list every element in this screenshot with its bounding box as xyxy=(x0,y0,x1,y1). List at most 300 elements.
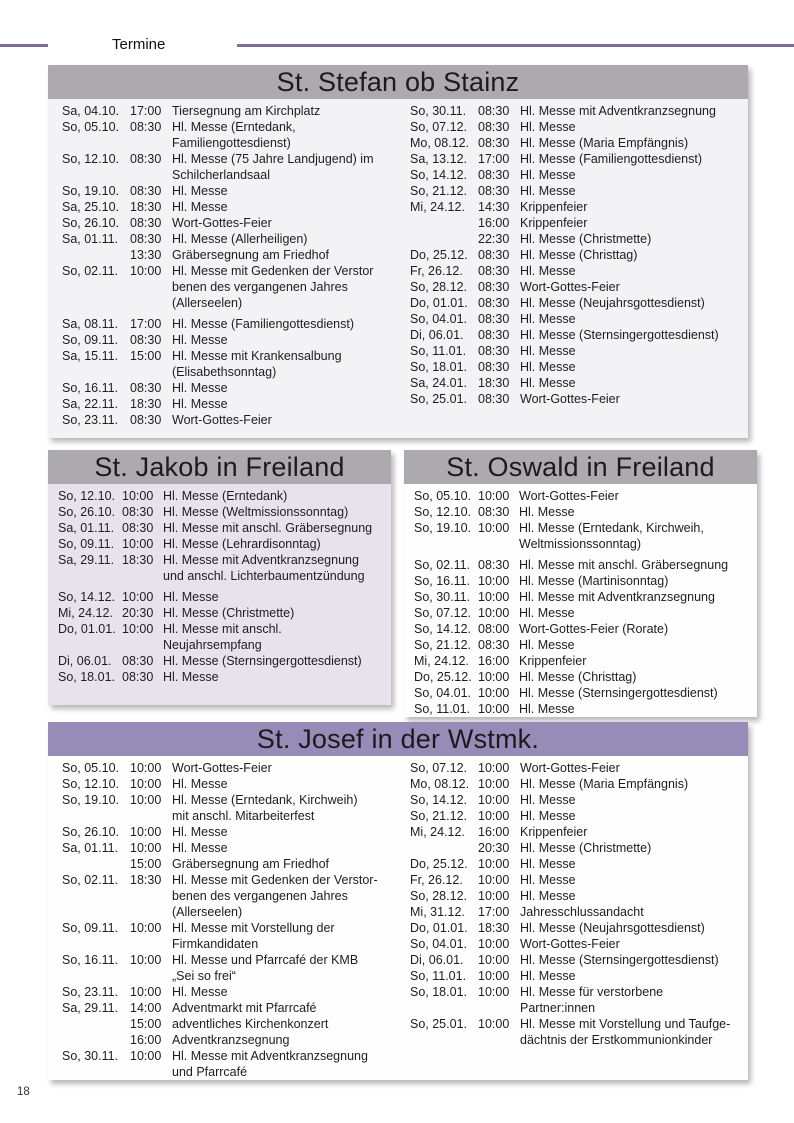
time-cell: 10:00 xyxy=(478,985,510,999)
event-cell xyxy=(172,1048,410,1080)
date-cell: So, 21.12. xyxy=(410,809,467,823)
event-line: Hl. Messe (Christmette) xyxy=(520,232,652,246)
event-line: adventliches Kirchenkonzert xyxy=(172,1017,329,1031)
time-cell: 08:30 xyxy=(130,152,162,166)
schedule-row xyxy=(410,119,742,135)
time-cell: 08:30 xyxy=(478,392,510,406)
date-cell: So, 02.11. xyxy=(62,873,119,887)
event-cell xyxy=(520,119,742,135)
event-line: Hl. Messe xyxy=(520,857,576,871)
event-line: Hl. Messe xyxy=(520,809,576,823)
event-line: Hl. Messe xyxy=(520,969,576,983)
event-line: Tiersegnung am Kirchplatz xyxy=(172,104,321,118)
time-cell: 08:30 xyxy=(130,216,162,230)
schedule-row xyxy=(58,504,385,520)
time-cell: 10:00 xyxy=(130,985,162,999)
time-cell: 10:00 xyxy=(130,761,162,775)
date-cell: Mi, 24.12. xyxy=(58,606,113,620)
date-cell: Di, 06.01. xyxy=(410,953,464,967)
date-cell: Sa, 22.11. xyxy=(62,397,119,411)
time-cell: 08:30 xyxy=(478,312,510,326)
schedule-row xyxy=(414,520,751,552)
event-line: dächtnis der Erstkommunionkinder xyxy=(520,1033,713,1047)
event-cell xyxy=(172,231,410,247)
event-line: Hl. Messe mit Adventkranzsegnung xyxy=(163,553,359,567)
event-line: Hl. Messe xyxy=(163,590,219,604)
event-cell xyxy=(520,808,742,824)
time-cell: 10:00 xyxy=(478,953,510,967)
time-cell: 08:30 xyxy=(478,264,510,278)
schedule-column xyxy=(410,760,742,1080)
event-line: Hl. Messe (Sternsingergottesdienst) xyxy=(163,654,362,668)
date-cell: So, 11.01. xyxy=(410,969,467,983)
event-line: Hl. Messe mit Krankensalbung xyxy=(172,349,342,363)
time-cell: 08:30 xyxy=(130,381,162,395)
schedule-row xyxy=(58,520,385,536)
time-cell: 10:00 xyxy=(478,777,510,791)
event-line: Hl. Messe (Christmette) xyxy=(163,606,295,620)
schedule-row xyxy=(410,343,742,359)
event-line: Partner:innen xyxy=(520,1001,596,1015)
event-cell xyxy=(172,840,410,856)
event-cell xyxy=(172,792,410,824)
time-cell: 10:00 xyxy=(478,590,510,604)
event-line: Hl. Messe xyxy=(172,184,228,198)
schedule-row xyxy=(410,279,742,295)
schedule-row xyxy=(62,396,410,412)
schedule-row xyxy=(62,952,410,984)
event-cell xyxy=(520,343,742,359)
date-cell: So, 30.11. xyxy=(414,590,471,604)
event-cell xyxy=(519,573,751,589)
schedule-row xyxy=(62,1048,410,1080)
schedule-row xyxy=(410,167,742,183)
time-cell: 20:30 xyxy=(122,606,154,620)
schedule-row xyxy=(410,375,742,391)
event-line: Gräbersegnung am Friedhof xyxy=(172,248,330,262)
date-cell: So, 16.11. xyxy=(62,953,119,967)
section-title: St. Jakob in Freiland xyxy=(94,451,345,482)
schedule-row xyxy=(62,332,410,348)
date-cell: So, 04.01. xyxy=(410,312,467,326)
section-title: St. Stefan ob Stainz xyxy=(276,66,520,97)
event-line: Hl. Messe (Familiengottesdienst) xyxy=(172,317,355,331)
event-line: Hl. Messe (Erntedank) xyxy=(163,489,288,503)
event-line: Wort-Gottes-Feier (Rorate) xyxy=(519,622,669,636)
event-line: Hl. Messe und Pfarrcafé der KMB xyxy=(172,953,359,967)
date-cell: So, 14.12. xyxy=(414,622,471,636)
time-cell: 16:00 xyxy=(478,825,510,839)
time-cell: 08:30 xyxy=(478,638,510,652)
event-cell xyxy=(163,552,385,584)
event-line: Hl. Messe (Maria Empfängnis) xyxy=(520,777,689,791)
event-cell xyxy=(520,1016,742,1048)
schedule-row xyxy=(410,856,742,872)
schedule-row xyxy=(62,824,410,840)
date-cell: So, 21.12. xyxy=(410,184,467,198)
date-cell: So, 28.12. xyxy=(410,280,467,294)
date-cell: So, 23.11. xyxy=(62,413,119,427)
schedule-row xyxy=(62,348,410,380)
schedule-row xyxy=(410,984,742,1016)
schedule-row xyxy=(410,952,742,968)
date-cell: Sa, 01.11. xyxy=(58,521,115,535)
time-cell: 10:00 xyxy=(478,686,510,700)
schedule-column xyxy=(62,103,410,438)
time-cell: 20:30 xyxy=(478,841,510,855)
date-cell: So, 26.10. xyxy=(62,825,119,839)
event-line: Wort-Gottes-Feier xyxy=(520,937,620,951)
time-cell: 10:00 xyxy=(478,1017,510,1031)
event-line: Hl. Messe xyxy=(519,505,575,519)
date-cell: So, 19.10. xyxy=(62,793,119,807)
time-cell: 10:00 xyxy=(478,809,510,823)
date-cell: Do, 01.01. xyxy=(58,622,116,636)
date-cell: So, 19.10. xyxy=(414,521,471,535)
event-line: Hl. Messe (Neujahrsgottesdienst) xyxy=(520,296,705,310)
date-cell: Mo, 08.12. xyxy=(410,777,470,791)
schedule-row xyxy=(410,327,742,343)
event-line: Adventmarkt mit Pfarrcafé xyxy=(172,1001,317,1015)
event-cell xyxy=(520,231,742,247)
time-cell: 08:30 xyxy=(478,505,510,519)
time-cell: 08:30 xyxy=(130,333,162,347)
schedule-row xyxy=(410,183,742,199)
event-line: Hl. Messe (Martinisonntag) xyxy=(519,574,669,588)
schedule-column xyxy=(410,103,742,438)
event-line: (Elisabethsonntag) xyxy=(172,365,277,379)
time-cell: 18:30 xyxy=(130,200,162,214)
schedule-row xyxy=(62,856,410,872)
section-josef xyxy=(48,722,748,1080)
event-cell xyxy=(172,215,410,231)
schedule-row xyxy=(410,792,742,808)
date-cell: Fr, 26.12. xyxy=(410,873,463,887)
time-cell: 08:30 xyxy=(122,670,154,684)
event-line: Adventkranzsegnung xyxy=(172,1033,290,1047)
event-line: (Allerseelen) xyxy=(172,905,243,919)
schedule-row xyxy=(414,685,751,701)
schedule-row xyxy=(62,792,410,824)
time-cell: 17:00 xyxy=(478,905,510,919)
time-cell: 08:30 xyxy=(478,280,510,294)
date-cell: Do, 25.12. xyxy=(414,670,472,684)
event-cell xyxy=(172,332,410,348)
date-cell: So, 02.11. xyxy=(62,264,119,278)
event-cell xyxy=(172,151,410,183)
time-cell: 08:00 xyxy=(478,622,510,636)
date-cell: So, 09.11. xyxy=(62,921,119,935)
time-cell: 08:30 xyxy=(478,120,510,134)
schedule-row xyxy=(58,621,385,653)
event-line: Schilcherlandsaal xyxy=(172,168,270,182)
schedule-row xyxy=(414,653,751,669)
time-cell: 08:30 xyxy=(478,184,510,198)
date-cell: So, 05.10. xyxy=(62,761,119,775)
schedule-row xyxy=(410,776,742,792)
event-line: Hl. Messe mit Vorstellung der xyxy=(172,921,335,935)
time-cell: 08:30 xyxy=(478,296,510,310)
event-cell xyxy=(172,263,410,311)
event-line: Hl. Messe (Maria Empfängnis) xyxy=(520,136,689,150)
event-cell xyxy=(163,504,385,520)
event-line: Weltmissionssonntag) xyxy=(519,537,642,551)
schedule-row xyxy=(414,557,751,573)
date-cell: So, 23.11. xyxy=(62,985,119,999)
time-cell: 18:30 xyxy=(478,921,510,935)
event-line: Hl. Messe xyxy=(520,793,576,807)
date-cell: Do, 25.12. xyxy=(410,857,468,871)
section-body xyxy=(48,756,748,1080)
event-line: (Allerseelen) xyxy=(172,296,243,310)
time-cell: 10:00 xyxy=(478,521,510,535)
event-line: benen des vergangenen Jahres xyxy=(172,889,348,903)
schedule-row xyxy=(62,760,410,776)
event-line: Hl. Messe xyxy=(172,777,228,791)
event-cell xyxy=(519,557,751,573)
event-cell xyxy=(163,669,385,685)
date-cell: Sa, 13.12. xyxy=(410,152,467,166)
event-line: Wort-Gottes-Feier xyxy=(172,761,272,775)
time-cell: 10:00 xyxy=(130,777,162,791)
section-body xyxy=(48,99,748,438)
event-line: Hl. Messe (Christtag) xyxy=(520,248,638,262)
time-cell: 10:00 xyxy=(130,793,162,807)
schedule-row xyxy=(410,199,742,215)
time-cell: 08:30 xyxy=(122,654,154,668)
event-cell xyxy=(519,637,751,653)
event-line: Hl. Messe für verstorbene xyxy=(520,985,664,999)
date-cell: Do, 25.12. xyxy=(410,248,468,262)
event-cell xyxy=(172,316,410,332)
schedule-row xyxy=(410,215,742,231)
date-cell: So, 04.01. xyxy=(410,937,467,951)
event-cell xyxy=(520,263,742,279)
time-cell: 10:00 xyxy=(478,857,510,871)
event-cell xyxy=(172,1000,410,1016)
event-cell xyxy=(520,199,742,215)
schedule-row xyxy=(62,412,410,428)
schedule-row xyxy=(414,605,751,621)
date-cell: So, 16.11. xyxy=(62,381,119,395)
event-cell xyxy=(520,167,742,183)
date-cell: So, 11.01. xyxy=(410,344,467,358)
time-cell: 08:30 xyxy=(130,184,162,198)
event-cell xyxy=(520,760,742,776)
event-line: Krippenfeier xyxy=(520,200,588,214)
event-cell xyxy=(519,605,751,621)
event-cell xyxy=(520,391,742,407)
event-line: Hl. Messe xyxy=(172,841,228,855)
event-line: Hl. Messe mit Gedenken der Verstor- xyxy=(172,873,378,887)
schedule-row xyxy=(58,552,385,584)
event-cell xyxy=(520,215,742,231)
time-cell: 10:00 xyxy=(478,969,510,983)
date-cell: So, 02.11. xyxy=(414,558,471,572)
time-cell: 08:30 xyxy=(478,328,510,342)
schedule-row xyxy=(410,151,742,167)
schedule-row xyxy=(410,247,742,263)
event-line: Hl. Messe (Sternsingergottesdienst) xyxy=(520,328,719,342)
date-cell: So, 18.01. xyxy=(58,670,115,684)
time-cell: 10:00 xyxy=(130,841,162,855)
date-cell: So, 09.11. xyxy=(62,333,119,347)
event-cell xyxy=(172,247,410,263)
schedule-column xyxy=(58,488,385,685)
event-line: Hl. Messe (Weltmissionssonntag) xyxy=(163,505,349,519)
event-cell xyxy=(520,888,742,904)
event-line: Hl. Messe mit Adventkranzsegnung xyxy=(520,104,716,118)
date-cell: Fr, 26.12. xyxy=(410,264,463,278)
event-line: Hl. Messe xyxy=(520,120,576,134)
event-cell xyxy=(520,359,742,375)
event-line: Jahresschlussandacht xyxy=(520,905,644,919)
event-cell xyxy=(520,327,742,343)
event-line: Hl. Messe xyxy=(172,381,228,395)
event-line: Hl. Messe xyxy=(520,264,576,278)
time-cell: 08:30 xyxy=(122,521,154,535)
schedule-row xyxy=(62,1000,410,1016)
date-cell: So, 14.12. xyxy=(410,793,467,807)
event-cell xyxy=(520,776,742,792)
schedule-column xyxy=(62,760,410,1080)
section-header xyxy=(48,65,748,99)
event-line: Hl. Messe (Neujahrsgottesdienst) xyxy=(520,921,705,935)
schedule-row xyxy=(414,573,751,589)
section-header xyxy=(48,450,391,484)
event-cell xyxy=(172,396,410,412)
schedule-row xyxy=(410,920,742,936)
date-cell: So, 07.12. xyxy=(414,606,471,620)
event-line: Hl. Messe xyxy=(520,184,576,198)
schedule-row xyxy=(62,231,410,247)
time-cell: 10:00 xyxy=(478,761,510,775)
event-line: Hl. Messe (75 Jahre Landjugend) im xyxy=(172,152,374,166)
event-cell xyxy=(520,295,742,311)
date-cell: So, 05.10. xyxy=(62,120,119,134)
event-line: Krippenfeier xyxy=(520,216,588,230)
schedule-row xyxy=(62,151,410,183)
header-rule-left-icon xyxy=(0,44,48,47)
section-body xyxy=(404,484,757,717)
event-line: Hl. Messe xyxy=(172,200,228,214)
section-jakob xyxy=(48,450,391,705)
time-cell: 10:00 xyxy=(478,793,510,807)
event-line: Wort-Gottes-Feier xyxy=(519,489,619,503)
page-header-label: Termine xyxy=(112,36,166,53)
schedule-row xyxy=(62,263,410,311)
event-line: und Pfarrcafé xyxy=(172,1065,248,1079)
schedule-row xyxy=(62,380,410,396)
page-number: 18 xyxy=(17,1086,30,1098)
event-line: Hl. Messe xyxy=(520,168,576,182)
event-line: Hl. Messe xyxy=(519,606,575,620)
date-cell: Sa, 29.11. xyxy=(62,1001,119,1015)
section-header xyxy=(48,722,748,756)
event-line: Hl. Messe (Erntedank, xyxy=(172,120,296,134)
date-cell: So, 14.12. xyxy=(410,168,467,182)
time-cell: 08:30 xyxy=(130,413,162,427)
schedule-row xyxy=(410,391,742,407)
header-rule-right-icon xyxy=(237,44,794,47)
event-line: Hl. Messe xyxy=(520,873,576,887)
date-cell: So, 25.01. xyxy=(410,1017,467,1031)
time-cell: 14:30 xyxy=(478,200,510,214)
date-cell: So, 12.10. xyxy=(414,505,471,519)
time-cell: 10:00 xyxy=(130,1049,162,1063)
event-line: Hl. Messe xyxy=(172,985,228,999)
event-line: Hl. Messe mit Adventkranzsegnung xyxy=(172,1049,368,1063)
date-cell: So, 18.01. xyxy=(410,985,467,999)
time-cell: 10:00 xyxy=(122,489,154,503)
schedule-row xyxy=(410,1016,742,1048)
event-line: „Sei so frei“ xyxy=(172,969,236,983)
schedule-row xyxy=(414,621,751,637)
date-cell: Sa, 01.11. xyxy=(62,232,119,246)
time-cell: 16:00 xyxy=(478,654,510,668)
event-cell xyxy=(520,936,742,952)
schedule-row xyxy=(410,840,742,856)
schedule-row xyxy=(410,135,742,151)
event-cell xyxy=(520,840,742,856)
event-line: Hl. Messe (Lehrardisonntag) xyxy=(163,537,321,551)
event-cell xyxy=(520,920,742,936)
date-cell: So, 12.10. xyxy=(62,152,119,166)
event-line: Hl. Messe xyxy=(172,825,228,839)
time-cell: 08:30 xyxy=(478,136,510,150)
event-line: Hl. Messe (Allerheiligen) xyxy=(172,232,308,246)
event-line: Hl. Messe xyxy=(519,638,575,652)
schedule-row xyxy=(62,920,410,952)
schedule-row xyxy=(410,231,742,247)
schedule-row xyxy=(410,872,742,888)
time-cell: 10:00 xyxy=(478,489,510,503)
time-cell: 17:00 xyxy=(130,104,162,118)
section-oswald xyxy=(404,450,757,717)
schedule-row xyxy=(58,605,385,621)
schedule-row xyxy=(62,1016,410,1032)
event-cell xyxy=(519,589,751,605)
section-header xyxy=(404,450,757,484)
event-cell xyxy=(172,103,410,119)
schedule-row xyxy=(62,1032,410,1048)
time-cell: 10:00 xyxy=(122,590,154,604)
date-cell: Di, 06.01. xyxy=(58,654,112,668)
time-cell: 10:00 xyxy=(130,825,162,839)
time-cell: 10:00 xyxy=(478,606,510,620)
schedule-row xyxy=(62,215,410,231)
section-title: St. Oswald in Freiland xyxy=(446,451,715,482)
event-cell xyxy=(172,920,410,952)
event-cell xyxy=(519,653,751,669)
event-cell xyxy=(519,504,751,520)
schedule-row xyxy=(58,653,385,669)
schedule-column xyxy=(414,488,751,717)
time-cell: 17:00 xyxy=(478,152,510,166)
event-line: Hl. Messe xyxy=(520,344,576,358)
event-line: Firmkandidaten xyxy=(172,937,259,951)
event-cell xyxy=(520,904,742,920)
date-cell: So, 12.10. xyxy=(58,489,115,503)
event-cell xyxy=(519,520,751,552)
event-cell xyxy=(172,183,410,199)
date-cell: So, 25.01. xyxy=(410,392,467,406)
time-cell: 08:30 xyxy=(478,360,510,374)
event-cell xyxy=(520,984,742,1016)
date-cell: So, 26.10. xyxy=(62,216,119,230)
event-line: Wort-Gottes-Feier xyxy=(520,761,620,775)
time-cell: 16:00 xyxy=(130,1033,162,1047)
